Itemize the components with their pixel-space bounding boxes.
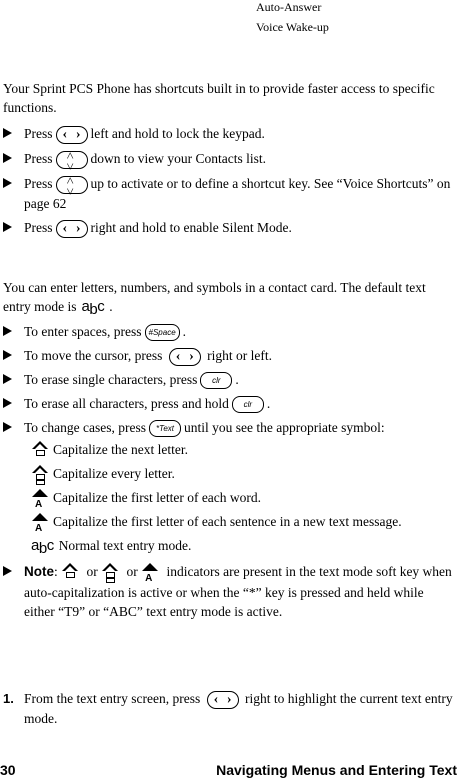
- sentence-caps-icon: A: [31, 513, 48, 533]
- shortcuts-intro: Your Sprint PCS Phone has shortcuts built in to provide faster access to specific functions.: [3, 81, 435, 115]
- case-option-each-sentence: A Capitalize the first letter of each sentence in a new text message.: [31, 512, 402, 534]
- bullet-arrow-icon: [3, 422, 12, 432]
- caps-lock-icon: [31, 465, 48, 485]
- bullet-arrow-icon: [3, 326, 12, 336]
- case-option-normal: abc Normal text entry mode.: [31, 537, 192, 557]
- page-number: 30: [0, 762, 16, 778]
- bullet-arrow-icon: [3, 128, 12, 138]
- bullet-arrow-icon: [3, 398, 12, 408]
- case-option-every-letter: Capitalize every letter.: [31, 464, 175, 486]
- menu-item-auto-answer: Auto-Answer: [256, 0, 322, 14]
- nav-key-icon: [207, 691, 239, 709]
- bullet-arrow-icon: [3, 153, 12, 163]
- clr-key-icon: clr: [232, 396, 264, 413]
- nav-key-icon: [56, 220, 88, 238]
- bullet-arrow-icon: [3, 222, 12, 232]
- case-option-each-word: A Capitalize the first letter of each word.: [31, 488, 261, 510]
- bullet-arrow-icon: [3, 374, 12, 384]
- menu-item-voice-wake-up: Voice Wake-up: [256, 20, 329, 34]
- bullet-arrow-icon: [3, 566, 12, 576]
- footer-title: Navigating Menus and Entering Text: [216, 762, 457, 778]
- caps-lock-icon: [101, 563, 118, 583]
- shift-icon: [31, 441, 48, 461]
- abc-mode-icon: abc: [31, 537, 54, 557]
- space-key-icon: #Space: [145, 324, 180, 341]
- text-key-icon: *Text: [149, 420, 181, 437]
- nav-key-icon: [56, 151, 88, 169]
- nav-key-icon: [56, 126, 88, 144]
- nav-key-icon: [56, 176, 88, 194]
- word-caps-icon: A: [141, 563, 158, 583]
- case-option-next-letter: Capitalize the next letter.: [31, 440, 188, 462]
- clr-key-icon: clr: [200, 372, 232, 389]
- nav-key-icon: [169, 348, 201, 366]
- word-caps-icon: A: [31, 489, 48, 509]
- shift-icon: [61, 563, 78, 583]
- step-number: 1.: [3, 691, 14, 706]
- abc-mode-icon: abc: [81, 298, 105, 318]
- bullet-arrow-icon: [3, 350, 12, 360]
- bullet-arrow-icon: [3, 178, 12, 188]
- entry-intro: You can enter letters, numbers, and symbols in a contact card. The default text entry mode is abc .: [3, 280, 426, 318]
- note-label: Note: [24, 564, 54, 579]
- page-footer: [0, 760, 459, 780]
